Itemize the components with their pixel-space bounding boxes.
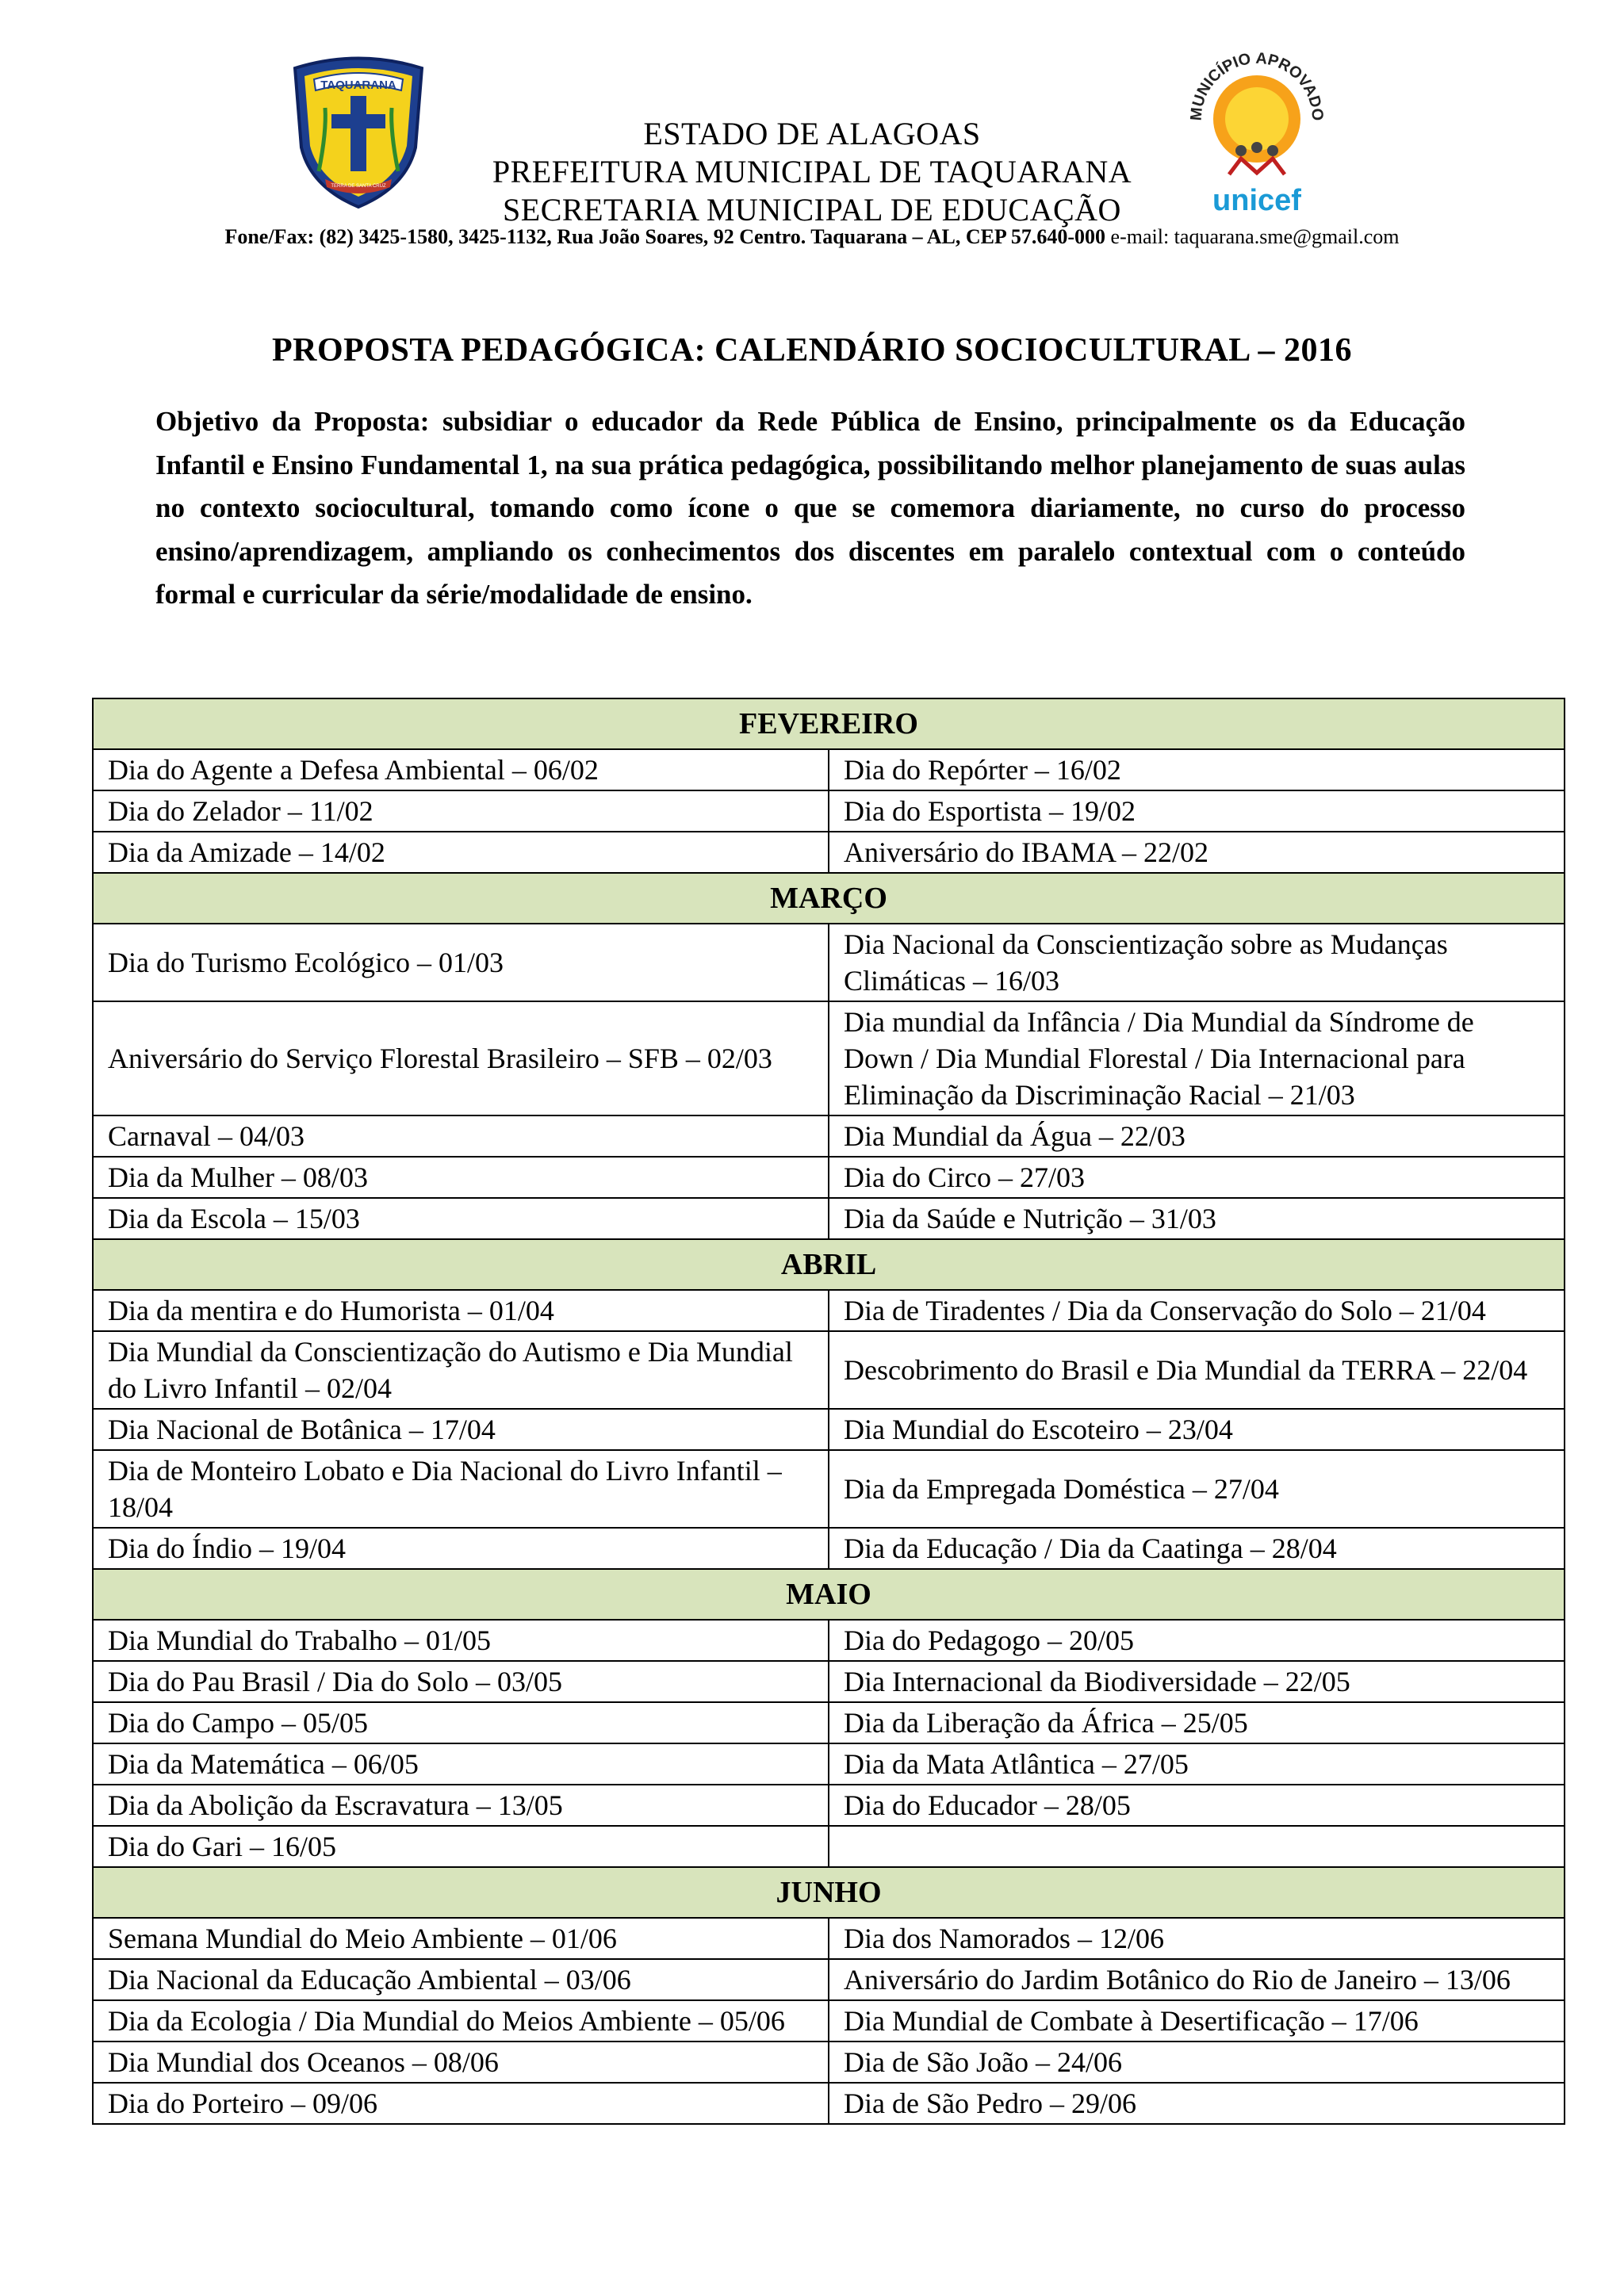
month-header: FEVEREIRO	[93, 698, 1565, 749]
event-cell-right: Dia do Educador – 28/05	[829, 1785, 1565, 1826]
event-cell-right: Dia da Saúde e Nutrição – 31/03	[829, 1198, 1565, 1239]
table-row	[93, 1959, 1565, 2000]
table-row	[93, 2042, 1565, 2083]
letterhead	[0, 115, 1624, 229]
event-cell-right: Dia da Liberação da África – 25/05	[829, 1702, 1565, 1743]
event-cell-right: Dia de Tiradentes / Dia da Conservação do Solo – 21/04	[829, 1290, 1565, 1331]
event-cell-left: Dia da Abolição da Escravatura – 13/05	[93, 1785, 829, 1826]
contact-email: e-mail: taquarana.sme@gmail.com	[1110, 225, 1400, 248]
event-cell-right: Dia Mundial da Água – 22/03	[829, 1115, 1565, 1157]
event-cell-left: Dia Mundial do Trabalho – 01/05	[93, 1620, 829, 1661]
event-cell-right: Dia dos Namorados – 12/06	[829, 1918, 1565, 1959]
event-cell-left: Dia da Escola – 15/03	[93, 1198, 829, 1239]
event-cell-right: Aniversário do IBAMA – 22/02	[829, 832, 1565, 873]
table-row	[93, 2000, 1565, 2042]
table-row	[93, 790, 1565, 832]
table-row	[93, 1785, 1565, 1826]
table-row	[93, 1743, 1565, 1785]
event-cell-right: Dia Internacional da Biodiversidade – 22/05	[829, 1661, 1565, 1702]
table-row	[93, 1198, 1565, 1239]
event-cell-right: Dia de São João – 24/06	[829, 2042, 1565, 2083]
event-cell-left: Dia da Mulher – 08/03	[93, 1157, 829, 1198]
event-cell-left: Dia do Zelador – 11/02	[93, 790, 829, 832]
event-cell-right: Dia Nacional da Conscientização sobre as Mudanças Climáticas – 16/03	[829, 924, 1565, 1001]
event-cell-right: Dia do Pedagogo – 20/05	[829, 1620, 1565, 1661]
event-cell-left: Semana Mundial do Meio Ambiente – 01/06	[93, 1918, 829, 1959]
document-title: PROPOSTA PEDAGÓGICA: CALENDÁRIO SOCIOCULTURAL – 2016	[271, 332, 1352, 369]
event-cell-left: Dia da Matemática – 06/05	[93, 1743, 829, 1785]
event-cell-right: Dia do Repórter – 16/02	[829, 749, 1565, 790]
event-cell-right: Dia Mundial de Combate à Desertificação – 17/06	[829, 2000, 1565, 2042]
seal-arc-text: MUNICÍPIO APROVADO	[1187, 49, 1327, 122]
event-cell-left: Dia Mundial dos Oceanos – 08/06	[93, 2042, 829, 2083]
event-cell-left: Dia da Ecologia / Dia Mundial do Meios Ambiente – 05/06	[93, 2000, 829, 2042]
event-cell-right: Aniversário do Jardim Botânico do Rio de Janeiro – 13/06	[829, 1959, 1565, 2000]
objective-paragraph: Objetivo da Proposta: subsidiar o educador da Rede Pública de Ensino, principalmente os da Educação Infantil e Ensino Fundamental 1, na sua prática pedagógica, possibilitando melhor planejamento de suas aulas no contexto sociocultural, tomando como ícone o que se comemora diariamente, no curso do processo ensino/aprendizagem, ampliando os conhecimentos dos discentes em paralelo contextual com o conteúdo formal e curricular da série/modalidade de ensino.	[155, 406, 1465, 610]
event-cell-left: Dia do Porteiro – 09/06	[93, 2083, 829, 2124]
table-row	[93, 1290, 1565, 1331]
event-cell-right: Descobrimento do Brasil e Dia Mundial da TERRA – 22/04	[829, 1331, 1565, 1409]
table-row	[93, 1331, 1565, 1409]
event-cell-right: Dia da Educação / Dia da Caatinga – 28/04	[829, 1528, 1565, 1569]
event-cell-left: Dia Nacional da Educação Ambiental – 03/06	[93, 1959, 829, 2000]
table-row	[93, 1918, 1565, 1959]
event-cell-right: Dia da Mata Atlântica – 27/05	[829, 1743, 1565, 1785]
crest-name-text: TAQUARANA	[320, 78, 396, 92]
table-row	[93, 1826, 1565, 1867]
month-header: MAIO	[93, 1569, 1565, 1620]
table-row	[93, 1528, 1565, 1569]
table-row	[93, 1001, 1565, 1115]
event-cell-left: Dia da mentira e do Humorista – 01/04	[93, 1290, 829, 1331]
event-cell-left: Dia do Turismo Ecológico – 01/03	[93, 924, 829, 1001]
event-cell-right: Dia de São Pedro – 29/06	[829, 2083, 1565, 2124]
contact-phone-address: Fone/Fax: (82) 3425-1580, 3425-1132, Rua João Soares, 92 Centro. Taquarana – AL, CEP 57.640-000	[224, 225, 1106, 248]
table-row	[93, 1620, 1565, 1661]
month-header: ABRIL	[93, 1239, 1565, 1290]
event-cell-left: Dia do Pau Brasil / Dia do Solo – 03/05	[93, 1661, 829, 1702]
table-row	[93, 749, 1565, 790]
letterhead-secretariat: SECRETARIA MUNICIPAL DE EDUCAÇÃO	[503, 192, 1121, 228]
month-header-row	[93, 1239, 1565, 1290]
table-row	[93, 1157, 1565, 1198]
sociocultural-calendar-table	[92, 698, 1565, 2125]
table-row	[93, 924, 1565, 1001]
month-header-row	[93, 873, 1565, 924]
table-row	[93, 1450, 1565, 1528]
contact-line	[152, 225, 1472, 249]
month-header-row	[93, 698, 1565, 749]
table-row	[93, 1661, 1565, 1702]
event-cell-left: Dia Mundial da Conscientização do Autismo e Dia Mundial do Livro Infantil – 02/04	[93, 1331, 829, 1409]
month-header: JUNHO	[93, 1867, 1565, 1918]
month-header-row	[93, 1867, 1565, 1918]
unicef-wordmark: unicef	[1212, 184, 1301, 217]
month-header-row	[93, 1569, 1565, 1620]
event-cell-left: Dia do Campo – 05/05	[93, 1702, 829, 1743]
event-cell-left: Dia da Amizade – 14/02	[93, 832, 829, 873]
letterhead-prefecture: PREFEITURA MUNICIPAL DE TAQUARANA	[492, 154, 1132, 189]
month-header: MARÇO	[93, 873, 1565, 924]
calendar-body	[93, 698, 1565, 2124]
event-cell-left: Dia do Agente a Defesa Ambiental – 06/02	[93, 749, 829, 790]
event-cell-right	[829, 1826, 1565, 1867]
event-cell-left: Dia do Gari – 16/05	[93, 1826, 829, 1867]
event-cell-right: Dia da Empregada Doméstica – 27/04	[829, 1450, 1565, 1528]
table-row	[93, 1702, 1565, 1743]
event-cell-right: Dia Mundial do Escoteiro – 23/04	[829, 1409, 1565, 1450]
table-row	[93, 1115, 1565, 1157]
event-cell-right: Dia mundial da Infância / Dia Mundial da Síndrome de Down / Dia Mundial Florestal / Dia Internacional para Eliminação da Discriminação Racial – 21/03	[829, 1001, 1565, 1115]
event-cell-left: Carnaval – 04/03	[93, 1115, 829, 1157]
letterhead-state: ESTADO DE ALAGOAS	[643, 116, 981, 151]
event-cell-left: Dia Nacional de Botânica – 17/04	[93, 1409, 829, 1450]
event-cell-right: Dia do Esportista – 19/02	[829, 790, 1565, 832]
event-cell-right: Dia do Circo – 27/03	[829, 1157, 1565, 1198]
table-row	[93, 1409, 1565, 1450]
event-cell-left: Dia de Monteiro Lobato e Dia Nacional do Livro Infantil – 18/04	[93, 1450, 829, 1528]
crest-motto-text: TERRA DE SANTA CRUZ	[331, 184, 386, 189]
event-cell-left: Dia do Índio – 19/04	[93, 1528, 829, 1569]
table-row	[93, 2083, 1565, 2124]
table-row	[93, 832, 1565, 873]
event-cell-left: Aniversário do Serviço Florestal Brasileiro – SFB – 02/03	[93, 1001, 829, 1115]
